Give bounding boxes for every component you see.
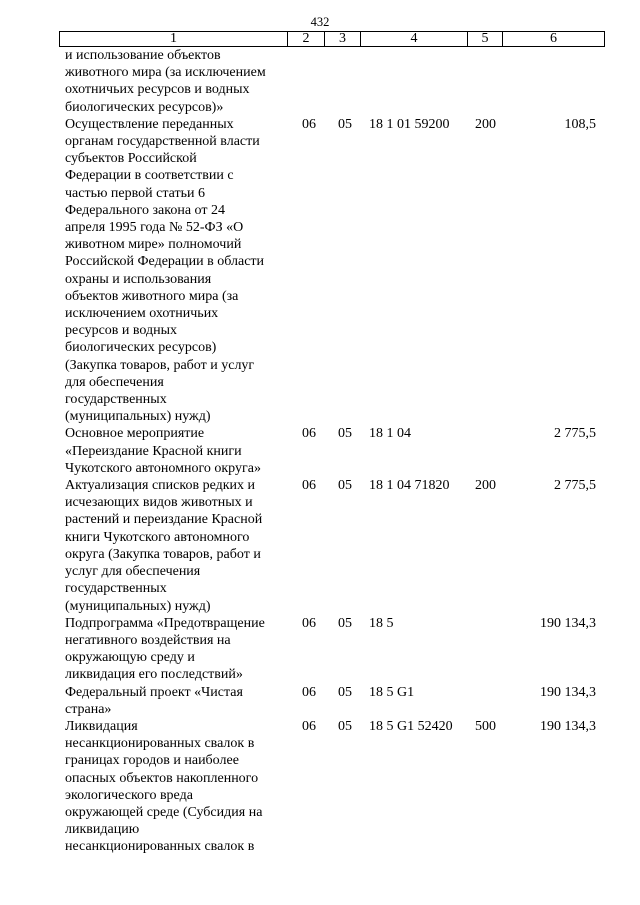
row-description (59, 684, 287, 718)
amount-value (502, 47, 604, 116)
description-line: субъектов Российской (65, 151, 197, 167)
section-code: 06 (302, 426, 316, 442)
subsection-code: 05 (338, 615, 352, 631)
expense-type-code (467, 615, 502, 684)
description-line: Осуществление переданных (65, 116, 234, 132)
description-line: Основное мероприятие (65, 426, 205, 442)
description-line: окружающей среде (Субсидия на (65, 804, 263, 820)
row-description (59, 425, 287, 477)
amount-value: 190 134,3 (540, 718, 596, 734)
description-line: (Закупка товаров, работ и услуг (65, 357, 255, 373)
column-header-6: 6 (503, 32, 605, 47)
row-description (59, 47, 287, 116)
description-line: растений и переиздание Красной (65, 512, 263, 528)
description-line: Ликвидация (65, 718, 138, 734)
target-article-code (360, 47, 467, 116)
expense-type-code: 200 (475, 478, 496, 494)
target-article-code: 18 1 04 71820 (369, 478, 450, 494)
description-line: для обеспечения (65, 374, 164, 390)
description-line: ресурсов и водных (65, 323, 178, 339)
description-line: Федерации в соответствии с (65, 168, 234, 184)
description-line: страна» (65, 701, 112, 717)
section-code: 06 (302, 615, 316, 631)
table-row (59, 116, 604, 426)
page-number: 432 (310, 15, 330, 29)
column-header-row (60, 32, 605, 47)
description-line: Актуализация списков редких и (65, 478, 256, 494)
description-line: услуг для обеспечения (65, 564, 201, 580)
table-row (59, 684, 604, 718)
row-description (59, 477, 287, 615)
section-code: 06 (302, 684, 316, 700)
row-description (59, 718, 287, 856)
expense-type-code (467, 47, 502, 116)
description-line: книги Чукотского автономного (65, 529, 250, 545)
description-line: частью первой статьи 6 (65, 185, 205, 201)
description-line: Федерального закона от 24 (65, 202, 225, 218)
amount-value: 2 775,5 (554, 426, 596, 442)
description-line: несанкционированных свалок в (65, 839, 255, 855)
description-line: биологических ресурсов) (65, 340, 217, 356)
description-line: экологического вреда (65, 787, 193, 803)
subsection-code: 05 (338, 718, 352, 734)
description-line: и использование объектов (65, 48, 221, 63)
amount-value: 190 134,3 (540, 684, 596, 700)
description-line: ликвидация его последствий» (65, 667, 243, 683)
expense-type-code: 500 (475, 718, 496, 734)
description-line: исключением охотничьих (65, 306, 219, 322)
description-line: «Переиздание Красной книги (65, 443, 242, 459)
table-row (59, 425, 604, 477)
section-code (287, 47, 324, 116)
section-code: 06 (302, 478, 316, 494)
budget-table-body (59, 47, 604, 856)
column-header-1: 1 (60, 32, 288, 47)
description-line: негативного воздействия на (65, 632, 231, 648)
section-code: 06 (302, 116, 316, 132)
description-line: животного мира (за исключением (65, 65, 266, 81)
row-description (59, 615, 287, 684)
subsection-code: 05 (338, 426, 352, 442)
column-header-3: 3 (325, 32, 361, 47)
description-line: Российской Федерации в области (65, 254, 265, 270)
description-line: биологических ресурсов)» (65, 99, 224, 115)
budget-table (59, 47, 604, 856)
description-line: (муниципальных) нужд) (65, 409, 211, 425)
description-line: Подпрограмма «Предотвращение (65, 615, 265, 631)
table-row (59, 47, 604, 116)
description-line: границах городов и наиболее (65, 753, 239, 769)
description-line: апреля 1995 года № 52-ФЗ «О (65, 220, 244, 236)
amount-value: 190 134,3 (540, 615, 596, 631)
column-header-2: 2 (288, 32, 325, 47)
amount-value: 2 775,5 (554, 478, 596, 494)
description-line: (муниципальных) нужд) (65, 598, 211, 614)
target-article-code: 18 5 G1 52420 (369, 718, 453, 734)
expense-type-code: 200 (475, 116, 496, 132)
row-description (59, 116, 287, 426)
column-header-table (59, 31, 605, 47)
description-line: окружающую среду и (65, 650, 195, 666)
subsection-code (324, 47, 360, 116)
target-article-code: 18 5 G1 (369, 684, 415, 700)
description-line: охотничьих ресурсов и водных (65, 82, 250, 98)
subsection-code: 05 (338, 478, 352, 494)
amount-value: 108,5 (564, 116, 596, 132)
description-line: округа (Закупка товаров, работ и (65, 546, 261, 562)
description-line: исчезающих видов животных и (65, 495, 253, 511)
table-row (59, 718, 604, 856)
description-line: животном мире» полномочий (65, 237, 242, 253)
target-article-code: 18 1 01 59200 (369, 116, 450, 132)
description-line: объектов животного мира (за (65, 288, 239, 304)
table-row (59, 477, 604, 615)
description-line: государственных (65, 392, 167, 408)
description-line: охраны и использования (65, 271, 212, 287)
expense-type-code (467, 425, 502, 477)
description-line: Федеральный проект «Чистая (65, 684, 243, 700)
description-line: опасных объектов накопленного (65, 770, 259, 786)
column-header-4: 4 (361, 32, 468, 47)
description-line: органам государственной власти (65, 134, 260, 150)
table-row (59, 615, 604, 684)
section-code: 06 (302, 718, 316, 734)
description-line: государственных (65, 581, 167, 597)
description-line: ликвидацию (65, 822, 140, 838)
description-line: Чукотского автономного округа» (65, 460, 261, 476)
target-article-code: 18 1 04 (369, 426, 411, 442)
description-line: несанкционированных свалок в (65, 736, 255, 752)
column-header-5: 5 (468, 32, 503, 47)
target-article-code: 18 5 (369, 615, 394, 631)
expense-type-code (467, 684, 502, 718)
subsection-code: 05 (338, 684, 352, 700)
subsection-code: 05 (338, 116, 352, 132)
